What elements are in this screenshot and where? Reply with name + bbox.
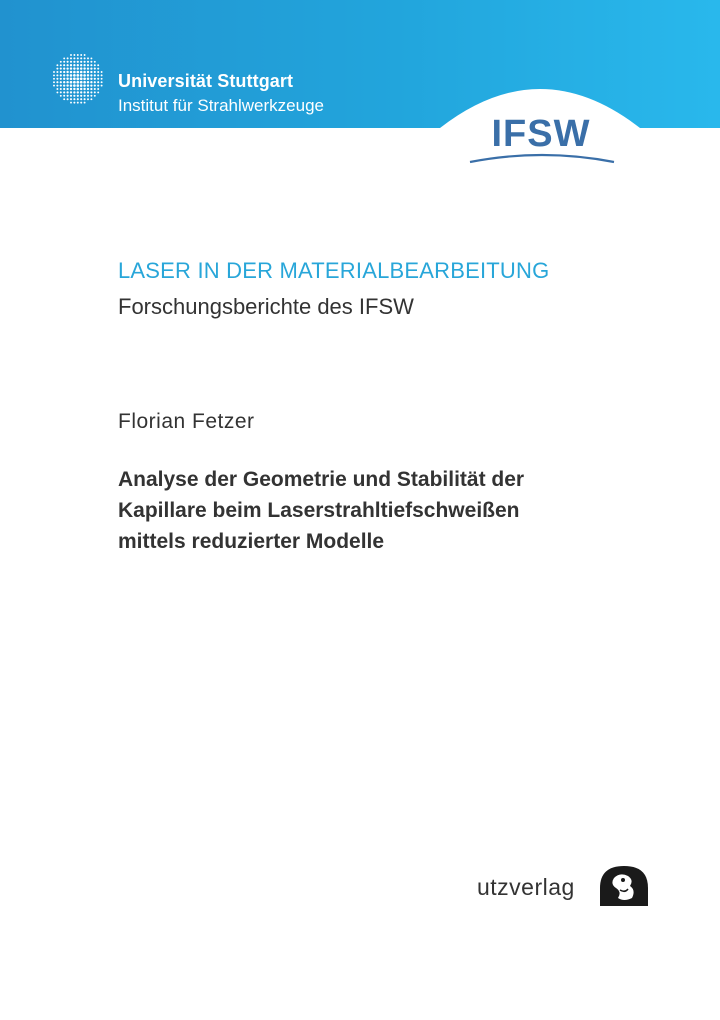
book-title-line: Kapillare beim Laserstrahltiefschweißen xyxy=(118,499,520,522)
series-subtitle: Forschungsberichte des IFSW xyxy=(118,294,414,319)
author-name: Florian Fetzer xyxy=(118,410,255,433)
utzverlag-logo-icon xyxy=(598,864,650,906)
book-title-line: Analyse der Geometrie und Stabilität der xyxy=(118,468,525,491)
ifsw-logo: IFSW xyxy=(491,113,591,155)
institute-name: Institut für Strahlwerkzeuge xyxy=(118,96,324,115)
series-title: LASER IN DER MATERIALBEARBEITUNG xyxy=(118,258,550,283)
book-title-line: mittels reduzierter Modelle xyxy=(118,530,385,553)
dotted-sphere-icon xyxy=(52,53,104,105)
publisher-name: utzverlag xyxy=(477,874,575,900)
university-name: Universität Stuttgart xyxy=(118,71,294,91)
ifsw-swoosh-icon xyxy=(468,150,616,166)
book-title xyxy=(118,464,618,557)
